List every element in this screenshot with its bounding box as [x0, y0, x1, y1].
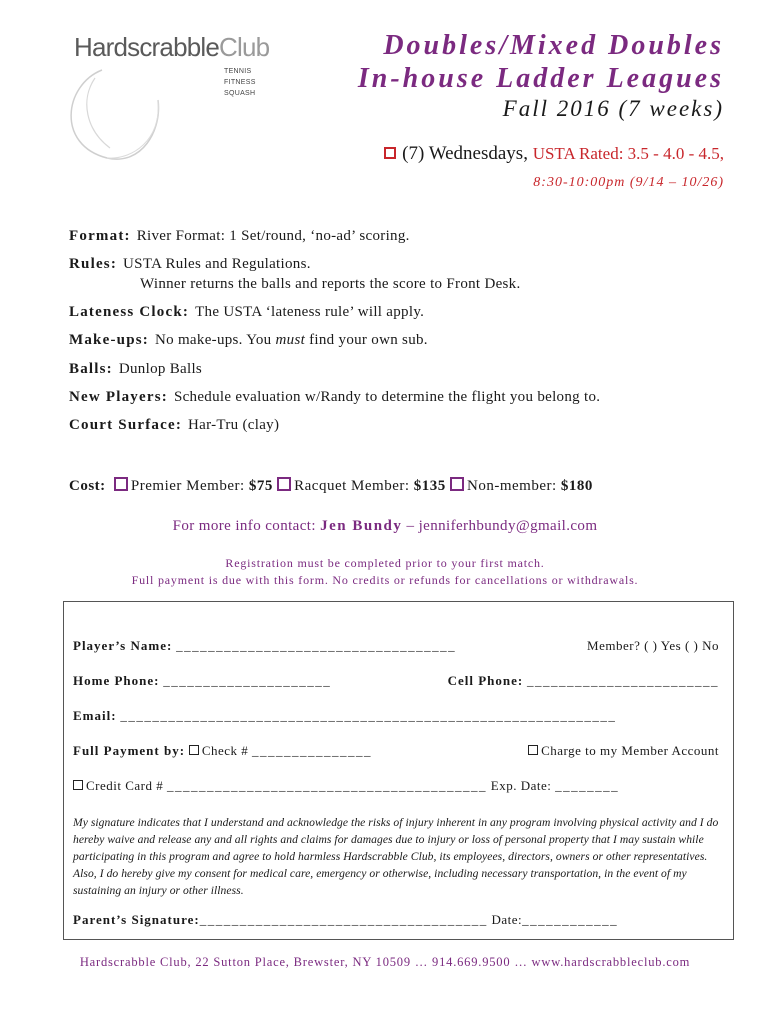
registration-form: [63, 601, 734, 940]
payment-row: Full Payment by: Check # _______________: [73, 743, 373, 758]
waiver-text: My signature indicates that I understand and acknowledge the risks of injury inherent in any program involving physical activity and I do hereby waive and release any and all rights and claims for damages due to injury or loss of personal property that I may sustain while participating in this program and agree to hold harmless Hardscrabble Club, its employees, directors, owners or other representatives. Also, I do hereby give my consent for medical care, emergency or otherwise, including necessary transportation, in the event of my sustaining an injury or other illness.: [73, 816, 719, 897]
season-subtitle: Fall 2016 (7 weeks): [502, 96, 724, 121]
title-line-1: Doubles/Mixed Doubles: [383, 30, 724, 61]
email-field[interactable]: ______________________________________________________________: [120, 708, 617, 723]
date-field[interactable]: ____________: [522, 912, 619, 927]
credit-card-row: Credit Card # ________________________________________ Exp. Date: ________: [73, 778, 619, 794]
cost-line: Cost: Premier Member: $75 Racquet Member: $135 Non-member: $180: [69, 478, 593, 494]
schedule-checkbox[interactable]: [384, 147, 396, 159]
check-checkbox[interactable]: [189, 745, 199, 755]
logo-tag-tennis: TENNIS: [224, 68, 252, 75]
club-logo: [62, 30, 292, 160]
registration-note-2: Full payment is due with this form. No credits or refunds for cancellations or withdrawals.: [131, 573, 639, 587]
logo-tag-fitness: FITNESS: [224, 79, 256, 86]
check-number-field[interactable]: _______________: [252, 743, 373, 758]
member-question[interactable]: Member? ( ) Yes ( ) No: [587, 638, 719, 653]
email-row: Email: ______________________________________________________________: [73, 708, 617, 723]
home-phone-field[interactable]: _____________________: [163, 673, 332, 688]
usta-rating: USTA Rated: 3.5 - 4.0 - 4.5,: [532, 144, 724, 163]
rule-format: Format: River Format: 1 Set/round, ‘no-ad’ scoring.: [69, 228, 410, 244]
racquet-checkbox[interactable]: [277, 477, 291, 491]
nonmember-checkbox[interactable]: [450, 477, 464, 491]
logo-tag-squash: SQUASH: [224, 90, 256, 97]
schedule-time: 8:30-10:00pm (9/14 – 10/26): [533, 175, 724, 190]
rule-balls: Balls: Dunlop Balls: [69, 361, 203, 377]
cell-phone-field[interactable]: ________________________: [527, 673, 719, 688]
logo-tags: [224, 66, 256, 99]
charge-account-checkbox[interactable]: [528, 745, 538, 755]
charge-account-row: Charge to my Member Account: [528, 743, 719, 759]
rule-rules-cont: Winner returns the balls and reports the score to Front Desk.: [140, 276, 521, 292]
exp-date-field[interactable]: ________: [555, 778, 620, 793]
rule-court-surface: Court Surface: Har-Tru (clay): [69, 417, 280, 433]
footer-address: Hardscrabble Club, 22 Sutton Place, Brewster, NY 10509 … 914.669.9500 … www.hardscrabbleclub.com: [79, 955, 691, 969]
contact-email[interactable]: jenniferhbundy@gmail.com: [418, 518, 598, 534]
title-line-2: In-house Ladder Leagues: [357, 63, 724, 94]
cell-phone-row: Cell Phone: ________________________: [447, 673, 719, 688]
logo-wordmark: HardscrabbleClub: [74, 32, 270, 62]
credit-card-checkbox[interactable]: [73, 780, 83, 790]
rule-makeups: Make-ups: No make-ups. You must find your own sub.: [69, 332, 428, 348]
credit-card-field[interactable]: ________________________________________: [167, 778, 488, 793]
registration-note-1: Registration must be completed prior to your first match.: [225, 556, 545, 570]
player-name-field[interactable]: ___________________________________: [176, 638, 457, 653]
signature-field[interactable]: ____________________________________: [199, 912, 488, 927]
player-name-row: Player’s Name: ___________________________________: [73, 638, 457, 653]
schedule-line: (7) Wednesdays, USTA Rated: 3.5 - 4.0 - 4.5,: [384, 143, 724, 165]
rule-new-players: New Players: Schedule evaluation w/Randy to determine the flight you belong to.: [69, 389, 601, 405]
rule-rules: Rules: USTA Rules and Regulations.: [69, 256, 311, 272]
home-phone-row: Home Phone: _____________________: [73, 673, 332, 688]
contact-line: For more info contact: Jen Bundy – jenniferhbundy@gmail.com: [172, 518, 598, 534]
premier-checkbox[interactable]: [114, 477, 128, 491]
rule-lateness: Lateness Clock: The USTA ‘lateness rule’ will apply.: [69, 304, 425, 320]
signature-row: Parent’s Signature:____________________________________ Date:____________: [73, 912, 619, 927]
